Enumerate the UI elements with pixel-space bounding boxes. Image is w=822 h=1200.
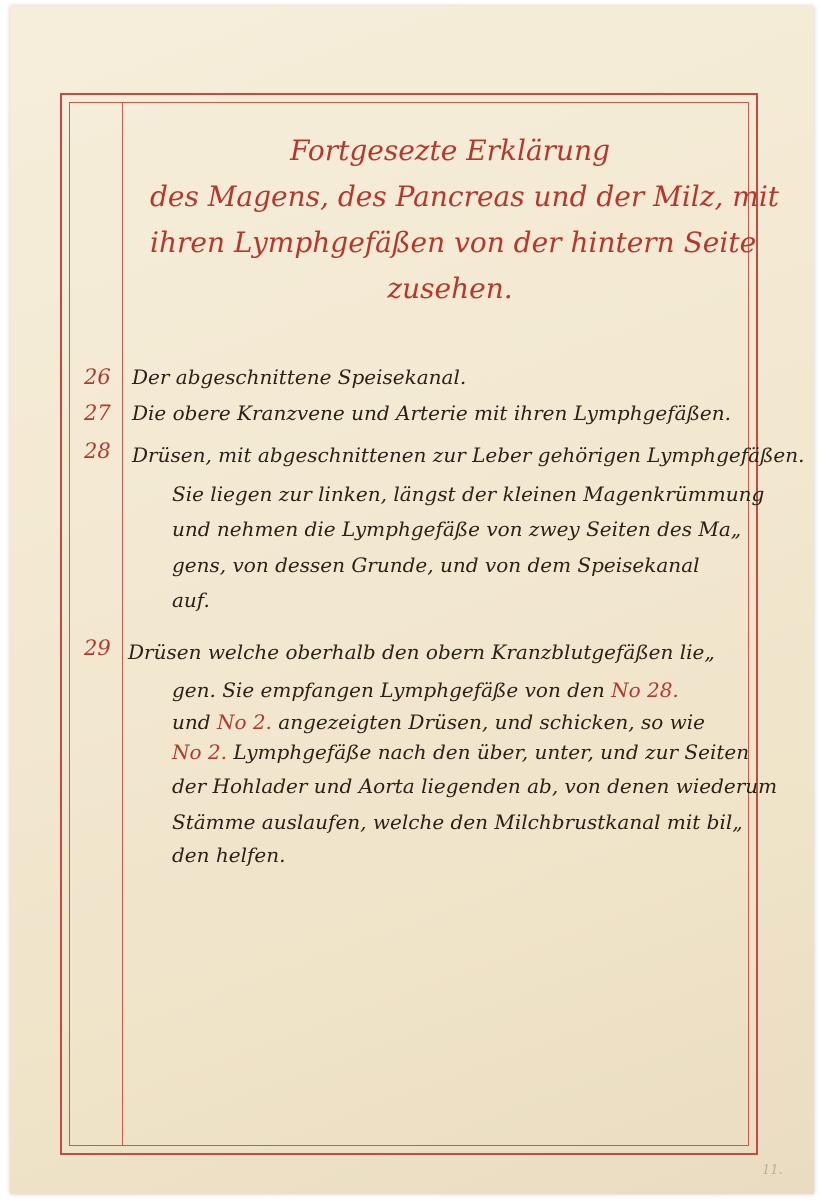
title-line-1: Fortgesezte Erklärung	[289, 134, 611, 167]
entry-29-line-7: den helfen.	[172, 843, 286, 867]
entry-28-line-4: gens, von dessen Grunde, und von dem Speisekanal	[172, 553, 700, 577]
title-line-3: ihren Lymphgefäßen von der hintern Seite	[150, 226, 757, 259]
entry-number-26: 26	[84, 365, 111, 389]
entry-29-line-3-text-a: und	[172, 710, 211, 734]
entry-number-29: 29	[84, 636, 111, 660]
entry-29-line-4-text: Lymphgefäße nach den über, unter, und zur Seiten	[233, 740, 750, 764]
entry-26-line: Der abgeschnittene Speisekanal.	[132, 365, 467, 389]
entry-29-line-2	[172, 678, 679, 702]
margin-rule	[122, 102, 123, 1146]
reference-number-2: No 2.	[216, 710, 272, 734]
title-line-2: des Magens, des Pancreas und der Milz, mit	[150, 180, 780, 213]
reference-number-28: No 28.	[611, 678, 679, 702]
entry-29-line-6: Stämme auslaufen, welche den Milchbrustkanal mit bil„	[172, 810, 743, 834]
page-title	[150, 128, 780, 312]
entry-28-line-2: Sie liegen zur linken, längst der kleinen Magenkrümmung	[172, 482, 765, 506]
entry-28-line-3: und nehmen die Lymphgefäße von zwey Seiten des Ma„	[172, 517, 742, 541]
entry-number-28: 28	[84, 439, 111, 463]
entry-29-line-4	[172, 740, 749, 764]
entry-29-line-3	[172, 710, 705, 734]
reference-number-2-second: No 2.	[172, 740, 227, 764]
title-line-4: zusehen.	[387, 272, 513, 305]
entry-29-line-2-text: gen. Sie empfangen Lymphgefäße von den	[172, 678, 605, 702]
entry-number-27: 27	[84, 401, 111, 425]
entry-28-line-5: auf.	[172, 588, 210, 612]
entry-28-line-1: Drüsen, mit abgeschnittenen zur Leber gehörigen Lymphgefäßen.	[132, 443, 805, 467]
entry-27-line: Die obere Kranzvene und Arterie mit ihren Lymphgefäßen.	[132, 401, 732, 425]
page-number-mark: 11.	[762, 1163, 783, 1178]
entry-29-line-3-text-b: angezeigten Drüsen, und schicken, so wie	[278, 710, 706, 734]
entry-29-line-5: der Hohlader und Aorta liegenden ab, von denen wiederum	[172, 774, 778, 798]
entry-29-line-1: Drüsen welche oberhalb den obern Kranzblutgefäßen lie„	[128, 640, 715, 664]
